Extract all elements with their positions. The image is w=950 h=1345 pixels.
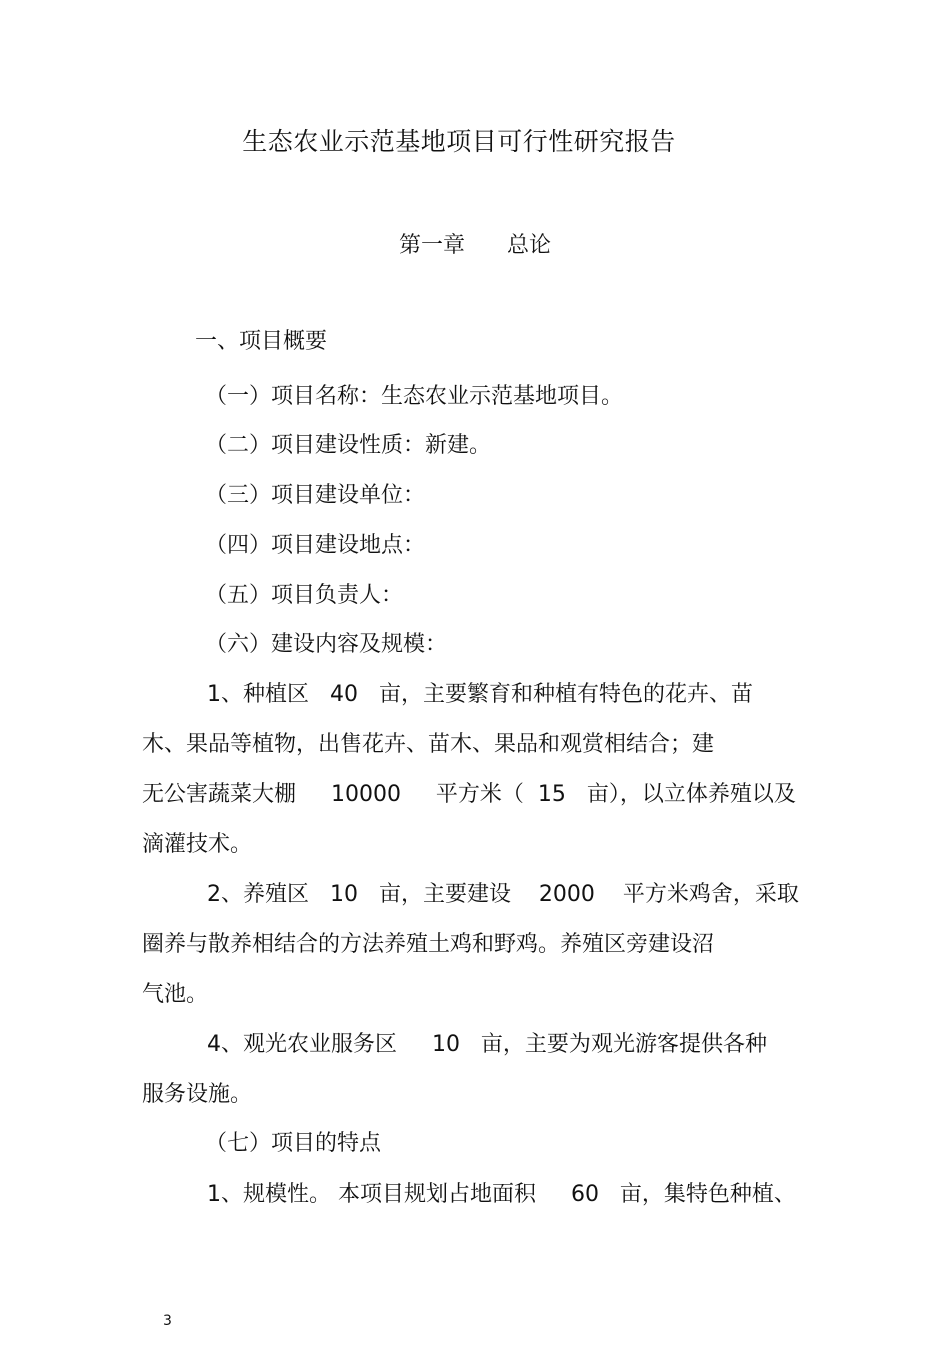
chapter-heading: 第一章 总论 — [399, 233, 551, 258]
paragraph-breeding-line-2: 圈养与散养相结合的方法养殖土鸡和野鸡。养殖区旁建设沼 — [142, 932, 715, 957]
document-title: 生态农业示范基地项目可行性研究报告 — [242, 127, 676, 156]
item-project-location: （四）项目建设地点： — [205, 533, 426, 558]
paragraph-breeding-line-3: 气池。 — [142, 982, 209, 1007]
item-project-unit: （三）项目建设单位： — [205, 483, 426, 508]
paragraph-planting-line-3: 无公害蔬菜大棚 10000 平方米（ 15 亩），以立体养殖以及 — [142, 782, 796, 807]
item-project-leader: （五）项目负责人： — [205, 583, 404, 608]
paragraph-planting-line-2: 木、果品等植物，出售花卉、苗木、果品和观赏相结合；建 — [142, 732, 715, 757]
paragraph-breeding-line-1: 2、养殖区 10 亩，主要建设 2000 平方米鸡舍，采取 — [207, 882, 799, 907]
page-number: 3 — [163, 1313, 172, 1329]
item-project-nature: （二）项目建设性质：新建。 — [205, 433, 492, 458]
paragraph-service-line-2: 服务设施。 — [142, 1082, 253, 1107]
paragraph-scale-line-1: 1、规模性。 本项目规划占地面积 60 亩，集特色种植、 — [207, 1182, 796, 1207]
item-project-features: （七）项目的特点 — [205, 1131, 382, 1156]
paragraph-planting-line-1: 1、种植区 40 亩，主要繁育和种植有特色的花卉、苗 — [207, 682, 753, 707]
section-heading: 一、项目概要 — [195, 329, 328, 354]
paragraph-planting-line-4: 滴灌技术。 — [142, 832, 253, 857]
item-project-name: （一）项目名称：生态农业示范基地项目。 — [205, 384, 624, 409]
paragraph-service-line-1: 4、观光农业服务区 10 亩，主要为观光游客提供各种 — [207, 1032, 767, 1057]
item-construction-content: （六）建设内容及规模： — [205, 632, 448, 657]
